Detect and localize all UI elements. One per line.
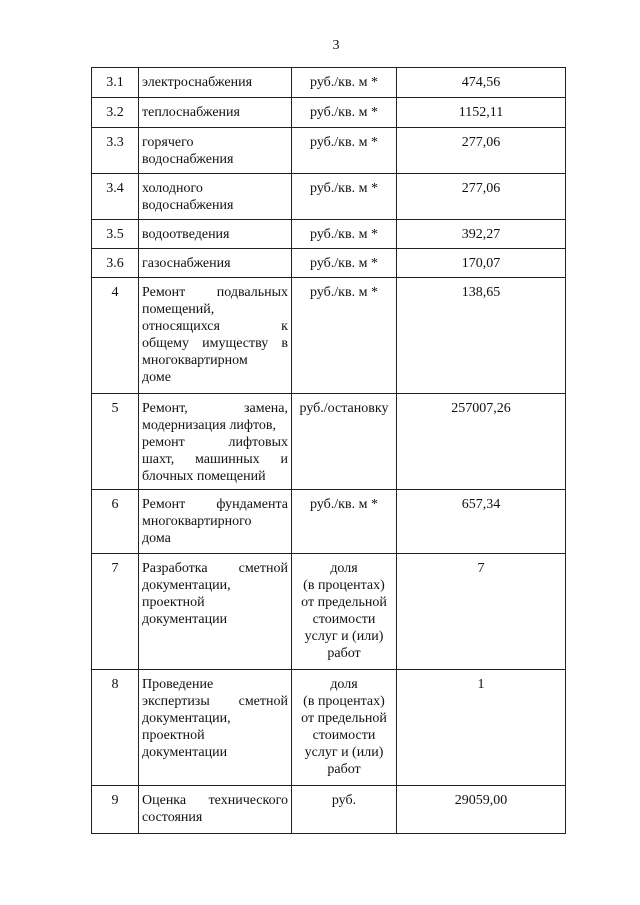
row-name-line: водоотведения (142, 227, 230, 242)
row-name-line: Проведение (142, 677, 214, 692)
row-name-line: Ремонт, замена, (142, 401, 288, 416)
row-name (139, 786, 292, 834)
row-name-line: ремонт лифтовых (142, 435, 288, 450)
row-unit (292, 670, 397, 786)
row-name-line: экспертизы сметной (142, 694, 288, 709)
row-value: 277,06 (397, 128, 566, 174)
row-name-line: водоснабжения (142, 152, 234, 167)
row-number: 5 (92, 394, 139, 490)
row-unit-line: руб./кв. м * (310, 75, 378, 90)
row-unit-line: доля (330, 561, 358, 576)
row-name-line: доме (142, 370, 171, 385)
row-name-line: шахт, машинных и (142, 452, 288, 467)
table-row (92, 68, 566, 98)
row-name-line: электроснабжения (142, 75, 253, 90)
row-name-line: документации, (142, 578, 231, 593)
row-unit-line: руб./кв. м * (310, 181, 378, 196)
table-row (92, 174, 566, 220)
row-name (139, 490, 292, 554)
row-value: 392,27 (397, 220, 566, 249)
row-unit-line: руб./кв. м * (310, 135, 378, 150)
row-unit (292, 220, 397, 249)
table-row (92, 490, 566, 554)
row-value: 7 (397, 554, 566, 670)
row-name-line: общему имуществу в (142, 336, 288, 351)
row-name (139, 98, 292, 128)
row-name-line: документации (142, 745, 228, 760)
row-unit-line: руб./кв. м * (310, 105, 378, 120)
row-unit-line: руб./кв. м * (310, 497, 378, 512)
row-name (139, 670, 292, 786)
table-row (92, 786, 566, 834)
row-number: 7 (92, 554, 139, 670)
row-value: 1152,11 (397, 98, 566, 128)
row-unit-line: услуг и (или) (304, 745, 384, 760)
row-unit (292, 68, 397, 98)
row-value: 277,06 (397, 174, 566, 220)
row-value: 1 (397, 670, 566, 786)
row-name-line: водоснабжения (142, 198, 234, 213)
row-unit (292, 394, 397, 490)
row-unit (292, 786, 397, 834)
row-name (139, 394, 292, 490)
row-name-line: дома (142, 531, 171, 546)
row-name (139, 174, 292, 220)
row-unit (292, 98, 397, 128)
row-number: 9 (92, 786, 139, 834)
row-name-line: Разработка сметной (142, 561, 288, 576)
row-name (139, 220, 292, 249)
row-value: 138,65 (397, 278, 566, 394)
row-name-line: многоквартирном (142, 353, 248, 368)
rates-table-body (92, 68, 566, 834)
row-name (139, 278, 292, 394)
row-name-line: газоснабжения (142, 256, 231, 271)
row-unit-line: руб./кв. м * (310, 227, 378, 242)
row-name-line: проектной (142, 595, 205, 610)
row-name (139, 128, 292, 174)
row-name-line: Оценка технического (142, 793, 288, 808)
row-unit-line: стоимости (312, 612, 376, 627)
row-number: 3.5 (92, 220, 139, 249)
row-unit-line: руб./остановку (299, 401, 389, 416)
row-name-line: документации (142, 612, 228, 627)
row-unit-line: (в процентах) (303, 578, 385, 593)
row-unit-line: работ (327, 762, 361, 777)
table-row (92, 249, 566, 278)
row-name (139, 249, 292, 278)
row-name-line: теплоснабжения (142, 105, 240, 120)
table-row (92, 220, 566, 249)
row-unit-line: от предельной (301, 595, 387, 610)
row-unit (292, 554, 397, 670)
row-name-line: модернизация лифтов, (142, 418, 277, 433)
row-unit-line: руб./кв. м * (310, 256, 378, 271)
row-unit-line: доля (330, 677, 358, 692)
table-row (92, 394, 566, 490)
row-name-line: Ремонт подвальных (142, 285, 288, 300)
row-name-line: Ремонт фундамента (142, 497, 288, 512)
table-row (92, 670, 566, 786)
row-number: 3.3 (92, 128, 139, 174)
table-row (92, 98, 566, 128)
row-name-line: холодного (142, 181, 203, 196)
row-value: 474,56 (397, 68, 566, 98)
page-number: 3 (332, 38, 340, 53)
row-number: 3.2 (92, 98, 139, 128)
row-number: 3.4 (92, 174, 139, 220)
row-number: 4 (92, 278, 139, 394)
row-unit (292, 174, 397, 220)
row-unit (292, 490, 397, 554)
row-unit-line: от предельной (301, 711, 387, 726)
row-unit (292, 249, 397, 278)
row-unit-line: руб. (331, 793, 357, 808)
row-number: 8 (92, 670, 139, 786)
table-row (92, 128, 566, 174)
row-unit (292, 278, 397, 394)
row-unit-line: услуг и (или) (304, 629, 384, 644)
row-name (139, 68, 292, 98)
row-unit-line: стоимости (312, 728, 376, 743)
row-name-line: многоквартирного (142, 514, 252, 529)
row-value: 29059,00 (397, 786, 566, 834)
row-name-line: состояния (142, 810, 203, 825)
row-value: 657,34 (397, 490, 566, 554)
row-name-line: горячего (142, 135, 194, 150)
row-unit (292, 128, 397, 174)
row-number: 3.6 (92, 249, 139, 278)
table-row (92, 278, 566, 394)
row-name-line: документации, (142, 711, 231, 726)
row-name-line: проектной (142, 728, 205, 743)
row-unit-line: работ (327, 646, 361, 661)
row-number: 6 (92, 490, 139, 554)
row-unit-line: (в процентах) (303, 694, 385, 709)
row-number: 3.1 (92, 68, 139, 98)
row-name-line: помещений, (142, 302, 215, 317)
row-unit-line: руб./кв. м * (310, 285, 378, 300)
rates-table (91, 67, 566, 834)
table-row (92, 554, 566, 670)
row-name (139, 554, 292, 670)
row-value: 257007,26 (397, 394, 566, 490)
row-name-line: относящихся к (142, 319, 288, 334)
row-name-line: блочных помещений (142, 469, 266, 484)
row-value: 170,07 (397, 249, 566, 278)
